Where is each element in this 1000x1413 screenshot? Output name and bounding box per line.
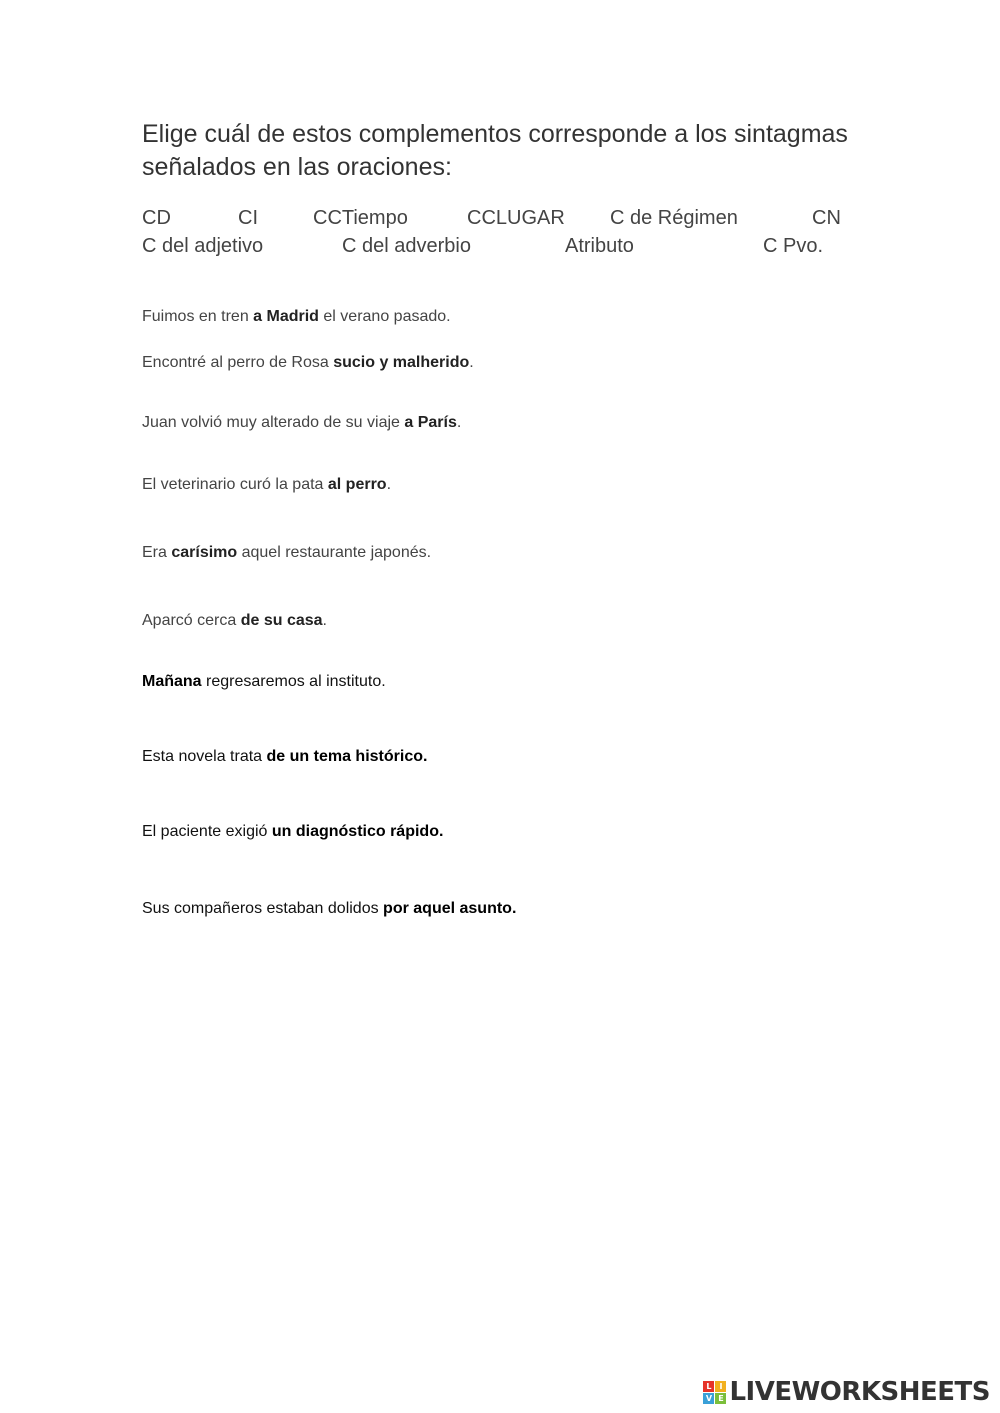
option-cd: CD xyxy=(142,207,171,229)
sentence-3: Juan volvió muy alterado de su viaje a París. xyxy=(142,414,462,431)
logo-text: LIVEWORKSHEETS xyxy=(729,1377,990,1407)
liveworksheets-mark-icon xyxy=(703,1381,726,1404)
sentence-7: Mañana regresaremos al instituto. xyxy=(142,673,386,690)
option-cclugar: CCLUGAR xyxy=(467,207,565,229)
sentence-10: Sus compañeros estaban dolidos por aquel asunto. xyxy=(142,900,517,917)
option-atributo: Atributo xyxy=(565,235,634,257)
page-title: Elige cuál de estos complementos corresponde a los sintagmas señalados en las oraciones: xyxy=(142,120,848,181)
sentence-5: Era carísimo aquel restaurante japonés. xyxy=(142,544,432,561)
option-c-pvo: C Pvo. xyxy=(763,235,824,257)
option-c-del-adjetivo: C del adjetivo xyxy=(142,235,264,257)
sentence-6: Aparcó cerca de su casa. xyxy=(142,612,327,629)
option-c-de-regimen: C de Régimen xyxy=(610,207,738,229)
option-ci: CI xyxy=(238,207,258,229)
liveworksheets-logo[interactable] xyxy=(703,1377,990,1407)
logo-mark-cell: V xyxy=(703,1393,714,1404)
options-row-2 xyxy=(142,235,842,263)
option-cctiempo: CCTiempo xyxy=(313,207,408,229)
option-cn: CN xyxy=(812,207,841,229)
sentence-1: Fuimos en tren a Madrid el verano pasado. xyxy=(142,308,451,325)
option-c-del-adverbio: C del adverbio xyxy=(342,235,471,257)
options-row-1 xyxy=(142,207,842,235)
sentence-2: Encontré al perro de Rosa sucio y malherido. xyxy=(142,354,474,371)
sentence-4: El veterinario curó la pata al perro. xyxy=(142,476,392,493)
logo-mark-cell: L xyxy=(703,1381,714,1392)
sentence-9: El paciente exigió un diagnóstico rápido. xyxy=(142,823,444,840)
logo-mark-cell: I xyxy=(715,1381,726,1392)
sentence-8: Esta novela trata de un tema histórico. xyxy=(142,748,428,765)
logo-mark-cell: E xyxy=(715,1393,726,1404)
